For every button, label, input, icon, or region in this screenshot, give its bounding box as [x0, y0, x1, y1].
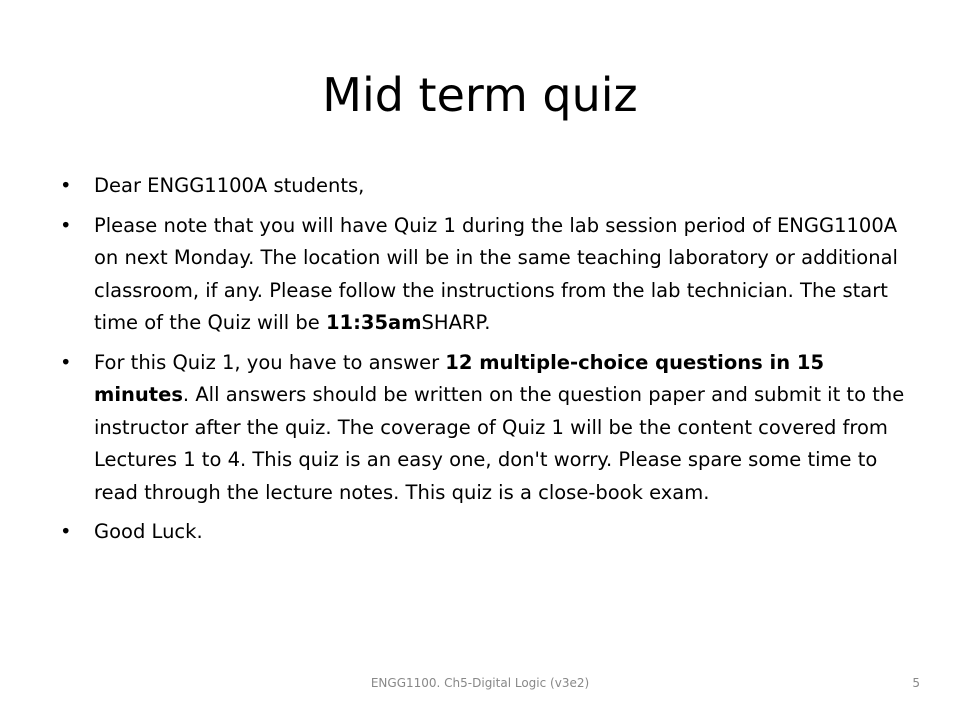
bullet-icon: •: [60, 520, 72, 543]
page-number: 5: [912, 676, 920, 690]
bullet-text: Please note that you will have Quiz 1 during the lab session period of ENGG1100A on next Monday. The location will be in the same teaching laboratory or additional classroom, if any. Please follow the instructions from the lab technician. The start time of the Quiz will be: [94, 213, 898, 334]
slide-title: Mid term quiz: [322, 68, 638, 122]
bullet-item: [60, 516, 920, 549]
slide-footer: ENGG1100. Ch5-Digital Logic (v3e2): [370, 676, 590, 690]
bullet-item: [60, 347, 920, 510]
bullet-item: [60, 210, 920, 340]
bullet-item: [60, 170, 920, 203]
bullet-text-bold: 11:35am: [325, 311, 422, 334]
bullet-list: [60, 170, 920, 556]
bullet-text: SHARP.: [421, 311, 491, 334]
bullet-text: For this Quiz 1, you have to answer: [94, 350, 446, 374]
bullet-text: . All answers should be written on the question paper and submit it to the instructor after the quiz. The coverage of Quiz 1 will be the content covered from Lectures 1 to 4. This quiz is an easy one, don't worry. Please spare some time to read through the lecture notes. This quiz is a close-book exam.: [94, 383, 905, 504]
bullet-icon: •: [60, 350, 72, 374]
bullet-text-bold: 12 multiple-choice questions in 15 minutes: [94, 350, 825, 406]
bullet-icon: •: [60, 174, 72, 197]
bullet-text: Dear ENGG1100A students,: [94, 174, 365, 197]
bullet-icon: •: [60, 213, 72, 237]
bullet-text: Good Luck.: [94, 520, 203, 543]
